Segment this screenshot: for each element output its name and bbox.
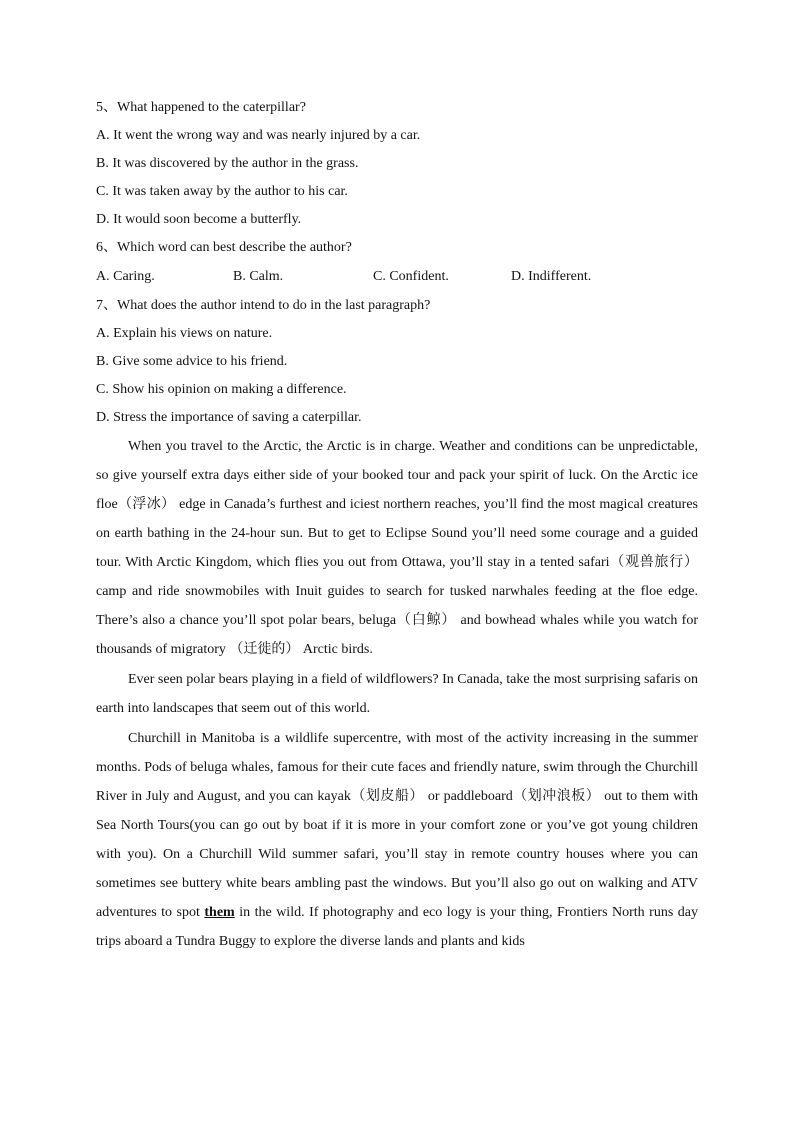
question-7-option-d: D. Stress the importance of saving a caterpillar. — [96, 410, 362, 425]
highlighted-word-them: them — [204, 905, 235, 920]
question-5-option-d: D. It would soon become a butterfly. — [96, 212, 302, 227]
passage-paragraph-3 — [96, 724, 698, 956]
question-5-option-c: C. It was taken away by the author to his car. — [96, 184, 348, 199]
passage-paragraph-3-text-before: Churchill in Manitoba is a wildlife supercentre, with most of the activity increasing in the summer months. Pods of beluga whales, famous for their cute faces and friendly nature, swim through the Churchill River in July and August, and you can kayak（划皮船） or paddleboard（划冲浪板） out to them with Sea North Tours(you can go out by boat if it is more in your comfort zone or you’ve got young children with you). On a Churchill Wild summer safari, you’ll stay in remote country houses where you can sometimes see buttery white bears ambling past the windows. But you’ll also go out on walking and ATV adventures to spot — [96, 731, 698, 920]
question-6-option-b: B. Calm. — [233, 269, 284, 284]
question-5-stem: 5、What happened to the caterpillar? — [96, 100, 306, 115]
question-7-option-c: C. Show his opinion on making a difference. — [96, 382, 347, 397]
question-5-option-b: B. It was discovered by the author in the grass. — [96, 156, 359, 171]
passage-paragraph-2: Ever seen polar bears playing in a field of wildflowers? In Canada, take the most surprising safaris on earth into landscapes that seem out of this world. — [96, 672, 698, 716]
question-7-stem: 7、What does the author intend to do in the last paragraph? — [96, 298, 431, 313]
question-6-option-a: A. Caring. — [96, 269, 155, 284]
question-6-stem: 6、Which word can best describe the author? — [96, 240, 352, 255]
question-5-option-a: A. It went the wrong way and was nearly injured by a car. — [96, 128, 421, 143]
passage-paragraph-1: When you travel to the Arctic, the Arctic is in charge. Weather and conditions can be unpredictable, so give yourself extra days either side of your booked tour and pack your spirit of luck. On the Arctic ice floe（浮冰） edge in Canada’s furthest and iciest northern reaches, you’ll find the most magical creatures on earth bathing in the 24-hour sun. But to get to Eclipse Sound you’ll need some courage and a guided tour. With Arctic Kingdom, which flies you out from Ottawa, you’ll stay in a tented safari（观兽旅行） camp and ride snowmobiles with Inuit guides to search for tusked narwhales feeding at the floe edge. There’s also a chance you’ll spot polar bears, beluga（白鲸） and bowhead whales while you watch for thousands of migratory （迁徙的） Arctic birds. — [96, 439, 698, 657]
question-6-option-d: D. Indifferent. — [511, 269, 592, 284]
question-7-option-b: B. Give some advice to his friend. — [96, 354, 288, 369]
question-6-options — [96, 262, 698, 292]
page-content — [96, 94, 698, 956]
passage-paragraph-3-text-after: in the wild. If photography and eco logy is your thing, Frontiers North runs day trips aboard a Tundra Buggy to explore the diverse lands and plants and kids — [96, 905, 698, 949]
question-6-option-c: C. Confident. — [373, 269, 449, 284]
question-7-option-a: A. Explain his views on nature. — [96, 326, 273, 341]
